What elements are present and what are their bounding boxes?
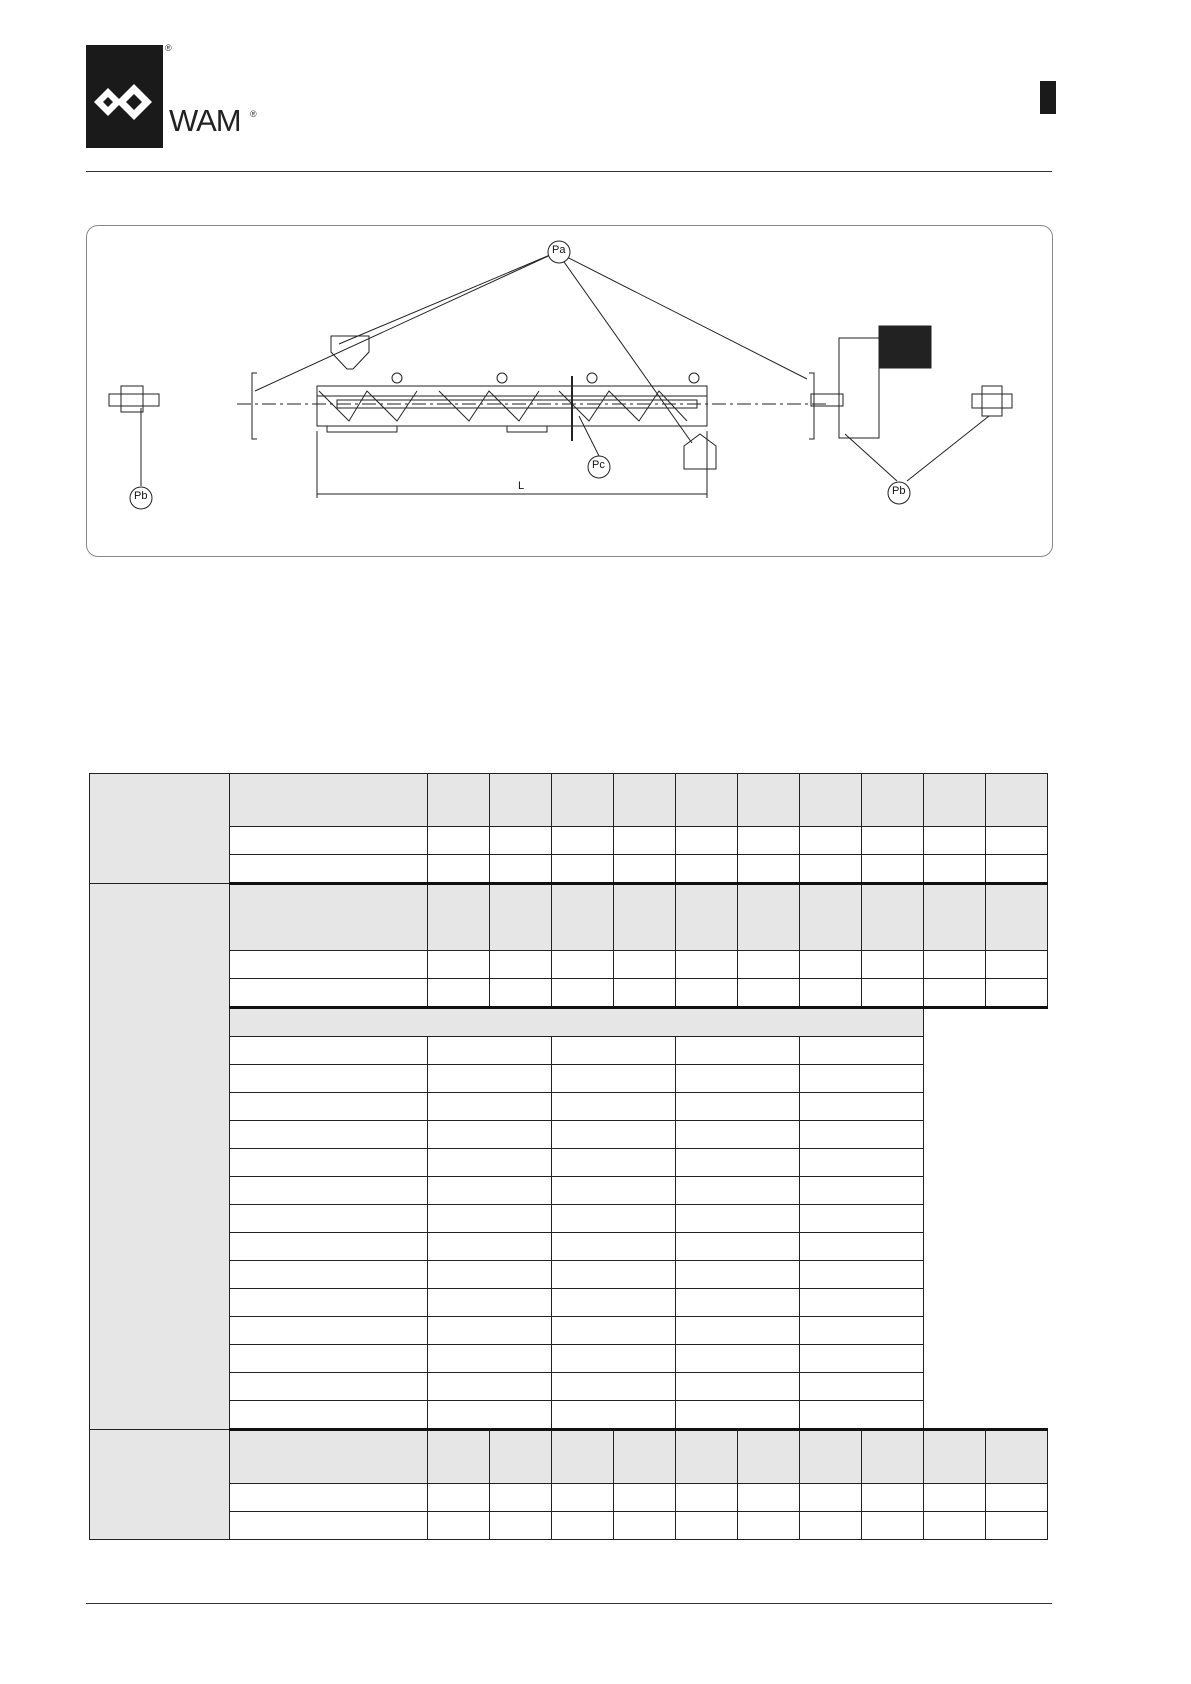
registered-mark-brand: ® bbox=[250, 109, 257, 119]
table-cell bbox=[428, 774, 490, 827]
table-cell bbox=[490, 1512, 552, 1540]
table-cell bbox=[428, 1205, 552, 1233]
table-cell bbox=[230, 1401, 428, 1430]
table-cell bbox=[676, 1093, 800, 1121]
table-cell bbox=[230, 1373, 428, 1401]
table-cell bbox=[800, 1401, 924, 1430]
table-cell bbox=[552, 1373, 676, 1401]
table-cell bbox=[428, 884, 490, 951]
table-cell bbox=[800, 855, 862, 884]
table-cell bbox=[552, 1233, 676, 1261]
table-cell bbox=[986, 827, 1048, 855]
table-cell bbox=[800, 774, 862, 827]
table-cell bbox=[676, 1205, 800, 1233]
table-cell bbox=[676, 1149, 800, 1177]
section-3-header-row bbox=[90, 1430, 1048, 1484]
table-cell bbox=[428, 1430, 490, 1484]
table-cell bbox=[862, 979, 924, 1008]
dimension-length-label: L bbox=[518, 480, 525, 492]
table-cell bbox=[676, 1233, 800, 1261]
table-cell bbox=[428, 1121, 552, 1149]
section-1-header-row bbox=[90, 774, 1048, 827]
screw-conveyor-drawing bbox=[86, 225, 1053, 557]
table-cell bbox=[230, 774, 428, 827]
table-cell bbox=[800, 1484, 862, 1512]
table-row bbox=[90, 1512, 1048, 1540]
table-cell bbox=[924, 1261, 1048, 1289]
table-cell bbox=[800, 979, 862, 1008]
table-cell bbox=[676, 1373, 800, 1401]
table-cell bbox=[230, 1289, 428, 1317]
table-cell bbox=[552, 1289, 676, 1317]
table-cell bbox=[924, 1121, 1048, 1149]
label-pb-right: Pb bbox=[892, 485, 906, 497]
table-cell bbox=[230, 1484, 428, 1512]
table-cell bbox=[800, 951, 862, 979]
table-row bbox=[90, 855, 1048, 884]
table-cell bbox=[230, 1430, 428, 1484]
table-cell bbox=[614, 1430, 676, 1484]
table-cell bbox=[614, 979, 676, 1008]
table-cell bbox=[800, 884, 862, 951]
section-2-header-row bbox=[90, 884, 1048, 951]
table-cell bbox=[924, 1177, 1048, 1205]
table-cell bbox=[924, 774, 986, 827]
table-cell bbox=[490, 1430, 552, 1484]
table-cell bbox=[428, 1289, 552, 1317]
table-cell bbox=[490, 884, 552, 951]
table-cell bbox=[676, 1430, 738, 1484]
table-cell bbox=[428, 1317, 552, 1345]
table-cell bbox=[614, 1484, 676, 1512]
table-cell bbox=[230, 1205, 428, 1233]
table-cell bbox=[230, 855, 428, 884]
table-cell bbox=[924, 855, 986, 884]
table-cell bbox=[552, 1037, 676, 1065]
table-cell bbox=[490, 855, 552, 884]
table-row bbox=[90, 827, 1048, 855]
sub-table-row bbox=[90, 1345, 1048, 1373]
table-cell bbox=[230, 827, 428, 855]
table-cell bbox=[552, 1345, 676, 1373]
table-cell bbox=[676, 1345, 800, 1373]
table-cell bbox=[862, 1512, 924, 1540]
table-cell bbox=[230, 1037, 428, 1065]
section-3-group-cell bbox=[90, 1430, 230, 1540]
table-cell bbox=[800, 1093, 924, 1121]
table-cell bbox=[428, 1512, 490, 1540]
table-cell bbox=[738, 1484, 800, 1512]
table-cell bbox=[676, 1261, 800, 1289]
table-cell bbox=[428, 1401, 552, 1430]
table-cell bbox=[924, 1512, 986, 1540]
table-cell bbox=[230, 1233, 428, 1261]
sub-table-row bbox=[90, 1289, 1048, 1317]
table-cell bbox=[738, 1430, 800, 1484]
table-cell bbox=[552, 1121, 676, 1149]
table-cell bbox=[676, 1121, 800, 1149]
table-cell bbox=[986, 951, 1048, 979]
table-cell bbox=[552, 827, 614, 855]
table-cell bbox=[614, 855, 676, 884]
drawing-svg bbox=[87, 226, 1052, 556]
sub-table-row bbox=[90, 1233, 1048, 1261]
table-cell bbox=[676, 1401, 800, 1430]
table-cell bbox=[676, 1512, 738, 1540]
table-cell bbox=[800, 1037, 924, 1065]
table-cell bbox=[230, 1149, 428, 1177]
table-cell bbox=[230, 1261, 428, 1289]
table-cell bbox=[428, 1373, 552, 1401]
table-cell bbox=[738, 774, 800, 827]
table-cell bbox=[552, 1261, 676, 1289]
table-cell bbox=[552, 1484, 614, 1512]
table-cell bbox=[924, 1289, 1048, 1317]
table-cell bbox=[428, 1484, 490, 1512]
table-cell bbox=[230, 1008, 924, 1037]
table-cell bbox=[862, 774, 924, 827]
table-cell bbox=[800, 1205, 924, 1233]
table-cell bbox=[552, 1430, 614, 1484]
table-cell bbox=[986, 1512, 1048, 1540]
table-cell bbox=[800, 1233, 924, 1261]
table-cell bbox=[428, 1149, 552, 1177]
table-cell bbox=[230, 1345, 428, 1373]
logo-mark bbox=[86, 45, 163, 148]
table-cell bbox=[862, 855, 924, 884]
table-cell bbox=[924, 1065, 1048, 1093]
table-cell bbox=[428, 1261, 552, 1289]
table-cell bbox=[428, 1037, 552, 1065]
table-row bbox=[90, 979, 1048, 1008]
sub-table-row bbox=[90, 1093, 1048, 1121]
table-cell bbox=[428, 827, 490, 855]
sub-table-row bbox=[90, 1121, 1048, 1149]
sub-table-row bbox=[90, 1401, 1048, 1430]
table-cell bbox=[230, 1317, 428, 1345]
table-cell bbox=[800, 1512, 862, 1540]
table-cell bbox=[614, 774, 676, 827]
table-cell bbox=[490, 774, 552, 827]
table-cell bbox=[738, 979, 800, 1008]
table-cell bbox=[924, 1149, 1048, 1177]
table-cell bbox=[986, 774, 1048, 827]
table-cell bbox=[428, 951, 490, 979]
table-cell bbox=[552, 855, 614, 884]
table-cell bbox=[986, 855, 1048, 884]
table-cell bbox=[676, 1289, 800, 1317]
table-cell bbox=[230, 1512, 428, 1540]
label-pb-left: Pb bbox=[134, 490, 148, 502]
table-cell bbox=[738, 884, 800, 951]
table-cell bbox=[552, 951, 614, 979]
table-cell bbox=[676, 827, 738, 855]
table-cell bbox=[614, 951, 676, 979]
table-cell bbox=[924, 884, 986, 951]
table-cell bbox=[862, 1430, 924, 1484]
table-row bbox=[90, 951, 1048, 979]
table-cell bbox=[924, 1008, 1048, 1037]
table-cell bbox=[676, 774, 738, 827]
table-cell bbox=[862, 951, 924, 979]
table-cell bbox=[676, 1037, 800, 1065]
table-cell bbox=[800, 1289, 924, 1317]
wam-logo bbox=[86, 45, 264, 149]
table-cell bbox=[924, 1430, 986, 1484]
table-cell bbox=[230, 979, 428, 1008]
table-cell bbox=[986, 1484, 1048, 1512]
table-cell bbox=[924, 827, 986, 855]
table-cell bbox=[676, 979, 738, 1008]
table-cell bbox=[230, 1065, 428, 1093]
table-cell bbox=[924, 1345, 1048, 1373]
table-row bbox=[90, 1484, 1048, 1512]
table-cell bbox=[552, 1401, 676, 1430]
sub-table-row bbox=[90, 1261, 1048, 1289]
sub-table-row bbox=[90, 1373, 1048, 1401]
sub-table-row bbox=[90, 1065, 1048, 1093]
table-cell bbox=[490, 979, 552, 1008]
table-cell bbox=[862, 884, 924, 951]
label-pc: Pc bbox=[592, 459, 605, 471]
table-cell bbox=[986, 979, 1048, 1008]
table-cell bbox=[428, 1065, 552, 1093]
section-2-group-cell bbox=[90, 884, 230, 1430]
table-cell bbox=[800, 1430, 862, 1484]
table-cell bbox=[230, 1121, 428, 1149]
table-cell bbox=[676, 1484, 738, 1512]
table-cell bbox=[862, 827, 924, 855]
sub-table-row bbox=[90, 1205, 1048, 1233]
table-cell bbox=[428, 979, 490, 1008]
table-cell bbox=[676, 1317, 800, 1345]
table-cell bbox=[924, 1484, 986, 1512]
table-cell bbox=[552, 1317, 676, 1345]
registered-mark: ® bbox=[165, 43, 172, 53]
brand-name: WAM bbox=[169, 103, 241, 138]
table-cell bbox=[428, 855, 490, 884]
table-cell bbox=[676, 884, 738, 951]
table-cell bbox=[738, 827, 800, 855]
table-cell bbox=[800, 827, 862, 855]
table-cell bbox=[924, 1317, 1048, 1345]
table-cell bbox=[924, 1093, 1048, 1121]
table-cell bbox=[490, 1484, 552, 1512]
table-cell bbox=[924, 1037, 1048, 1065]
table-cell bbox=[738, 1512, 800, 1540]
table-cell bbox=[800, 1373, 924, 1401]
table-cell bbox=[924, 1401, 1048, 1430]
table-cell bbox=[676, 951, 738, 979]
table-cell bbox=[738, 951, 800, 979]
table-cell bbox=[552, 1093, 676, 1121]
specification-table bbox=[89, 773, 1048, 1540]
table-cell bbox=[552, 1512, 614, 1540]
table-cell bbox=[230, 951, 428, 979]
table-cell bbox=[738, 855, 800, 884]
table-cell bbox=[800, 1121, 924, 1149]
header-divider bbox=[86, 171, 1052, 172]
table-cell bbox=[428, 1177, 552, 1205]
sub-table-header-row bbox=[90, 1008, 1048, 1037]
table-cell bbox=[986, 884, 1048, 951]
table-cell bbox=[800, 1149, 924, 1177]
table-cell bbox=[800, 1065, 924, 1093]
table-cell bbox=[800, 1317, 924, 1345]
table-cell bbox=[230, 1093, 428, 1121]
table-cell bbox=[924, 1233, 1048, 1261]
sub-table-row bbox=[90, 1149, 1048, 1177]
table-cell bbox=[862, 1484, 924, 1512]
sub-table-row bbox=[90, 1037, 1048, 1065]
table-cell bbox=[552, 1149, 676, 1177]
table-cell bbox=[614, 1512, 676, 1540]
table-cell bbox=[552, 774, 614, 827]
table-cell bbox=[800, 1177, 924, 1205]
table-cell bbox=[800, 1261, 924, 1289]
table-cell bbox=[552, 1177, 676, 1205]
table-cell bbox=[614, 827, 676, 855]
table-cell bbox=[924, 979, 986, 1008]
table-cell bbox=[230, 884, 428, 951]
sub-table-row bbox=[90, 1177, 1048, 1205]
table-cell bbox=[552, 979, 614, 1008]
table-cell bbox=[552, 1065, 676, 1093]
table-cell bbox=[428, 1345, 552, 1373]
footer-divider bbox=[86, 1603, 1052, 1604]
section-1-group-cell bbox=[90, 774, 230, 884]
table-cell bbox=[428, 1233, 552, 1261]
table-cell bbox=[490, 827, 552, 855]
table-cell bbox=[230, 1177, 428, 1205]
table-cell bbox=[552, 884, 614, 951]
table-cell bbox=[986, 1430, 1048, 1484]
table-cell bbox=[428, 1093, 552, 1121]
table-cell bbox=[676, 1065, 800, 1093]
table-cell bbox=[924, 951, 986, 979]
label-pa: Pa bbox=[552, 244, 566, 256]
table-cell bbox=[924, 1205, 1048, 1233]
sub-table-row bbox=[90, 1317, 1048, 1345]
section-tab-marker bbox=[1040, 81, 1056, 114]
table-cell bbox=[614, 884, 676, 951]
table-cell bbox=[490, 951, 552, 979]
table-cell bbox=[676, 1177, 800, 1205]
table-cell bbox=[924, 1373, 1048, 1401]
table-cell bbox=[676, 855, 738, 884]
table-cell bbox=[800, 1345, 924, 1373]
table-cell bbox=[552, 1205, 676, 1233]
